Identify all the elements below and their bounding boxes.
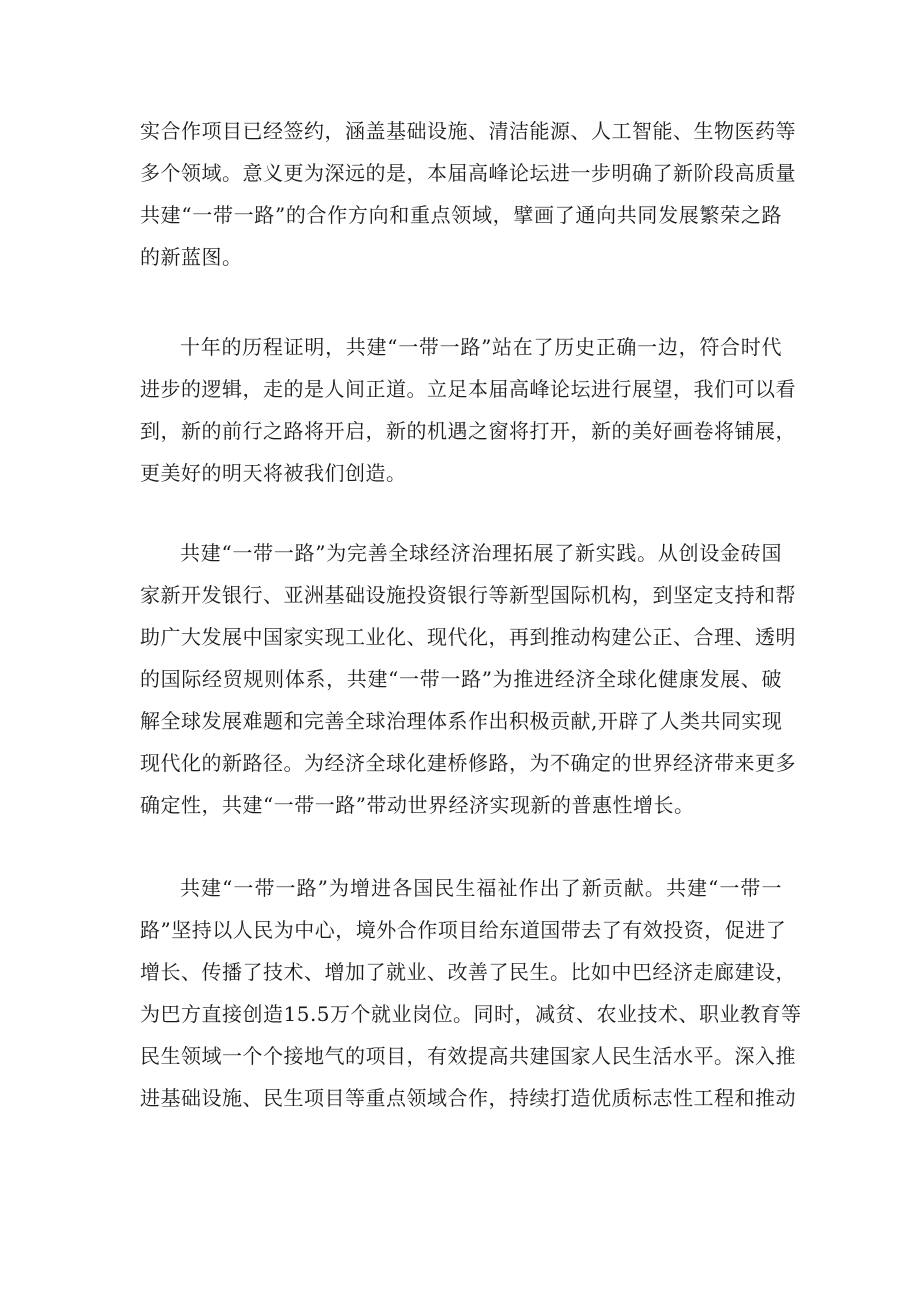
text-line: 更美好的明天将被我们创造。 [140,461,407,485]
text-line: 到，新的前行之路将开启，新的机遇之窗将打开，新的美好画卷将铺展， [140,419,796,443]
text-line: 解全球发展难题和完善全球治理体系作出积极贡献,开辟了人类共同实现 [140,709,783,733]
text-line: 助广大发展中国家实现工业化、现代化，再到推动构建公正、合理、透明 [140,625,796,649]
text-line: 民生领域一个个接地气的项目，有效提高共建国家人民生活水平。深入推 [140,1044,796,1068]
text-line: 的国际经贸规则体系，共建“一带一路”为推进经济全球化健康发展、破 [140,667,782,691]
text-line: 多个领域。意义更为深远的是，本届高峰论坛进一步明确了新阶段高质量 [140,161,796,185]
text-line: 共建“一带一路”的合作方向和重点领域，擘画了通向共同发展繁荣之路 [140,203,782,227]
text-line: 进基础设施、民生项目等重点领域合作，持续打造优质标志性工程和推动 [140,1086,796,1110]
text-line: 共建“一带一路”为增进各国民生福祉作出了新贡献。共建“一带一 [180,876,782,900]
text-line: 共建“一带一路”为完善全球经济治理拓展了新实践。从创设金砖国 [180,541,782,565]
paragraph-4 [140,867,802,1119]
text-line: 为巴方直接创造15.5万个就业岗位。同时，减贫、农业技术、职业教育等 [140,1002,802,1026]
text-line: 现代化的新路径。为经济全球化建桥修路，为不确定的世界经济带来更多 [140,751,796,775]
text-line: 进步的逻辑，走的是人间正道。立足本届高峰论坛进行展望，我们可以看 [140,377,796,401]
text-line: 增长、传播了技术、增加了就业、改善了民生。比如中巴经济走廊建设， [140,960,796,984]
text-line: 家新开发银行、亚洲基础设施投资银行等新型国际机构，到坚定支持和帮 [140,583,796,607]
text-line: 确定性，共建“一带一路”带动世界经济实现新的普惠性增长。 [140,793,695,817]
paragraph-2 [140,326,796,494]
text-line: 十年的历程证明，共建“一带一路”站在了历史正确一边，符合时代 [180,335,782,359]
paragraph-3 [140,532,796,826]
text-line: 的新蓝图。 [140,245,243,269]
text-line: 路”坚持以人民为中心，境外合作项目给东道国带去了有效投资，促进了 [140,918,787,942]
text-line: 实合作项目已经签约，涵盖基础设施、清洁能源、人工智能、生物医药等 [140,119,796,143]
paragraph-1 [140,110,796,278]
